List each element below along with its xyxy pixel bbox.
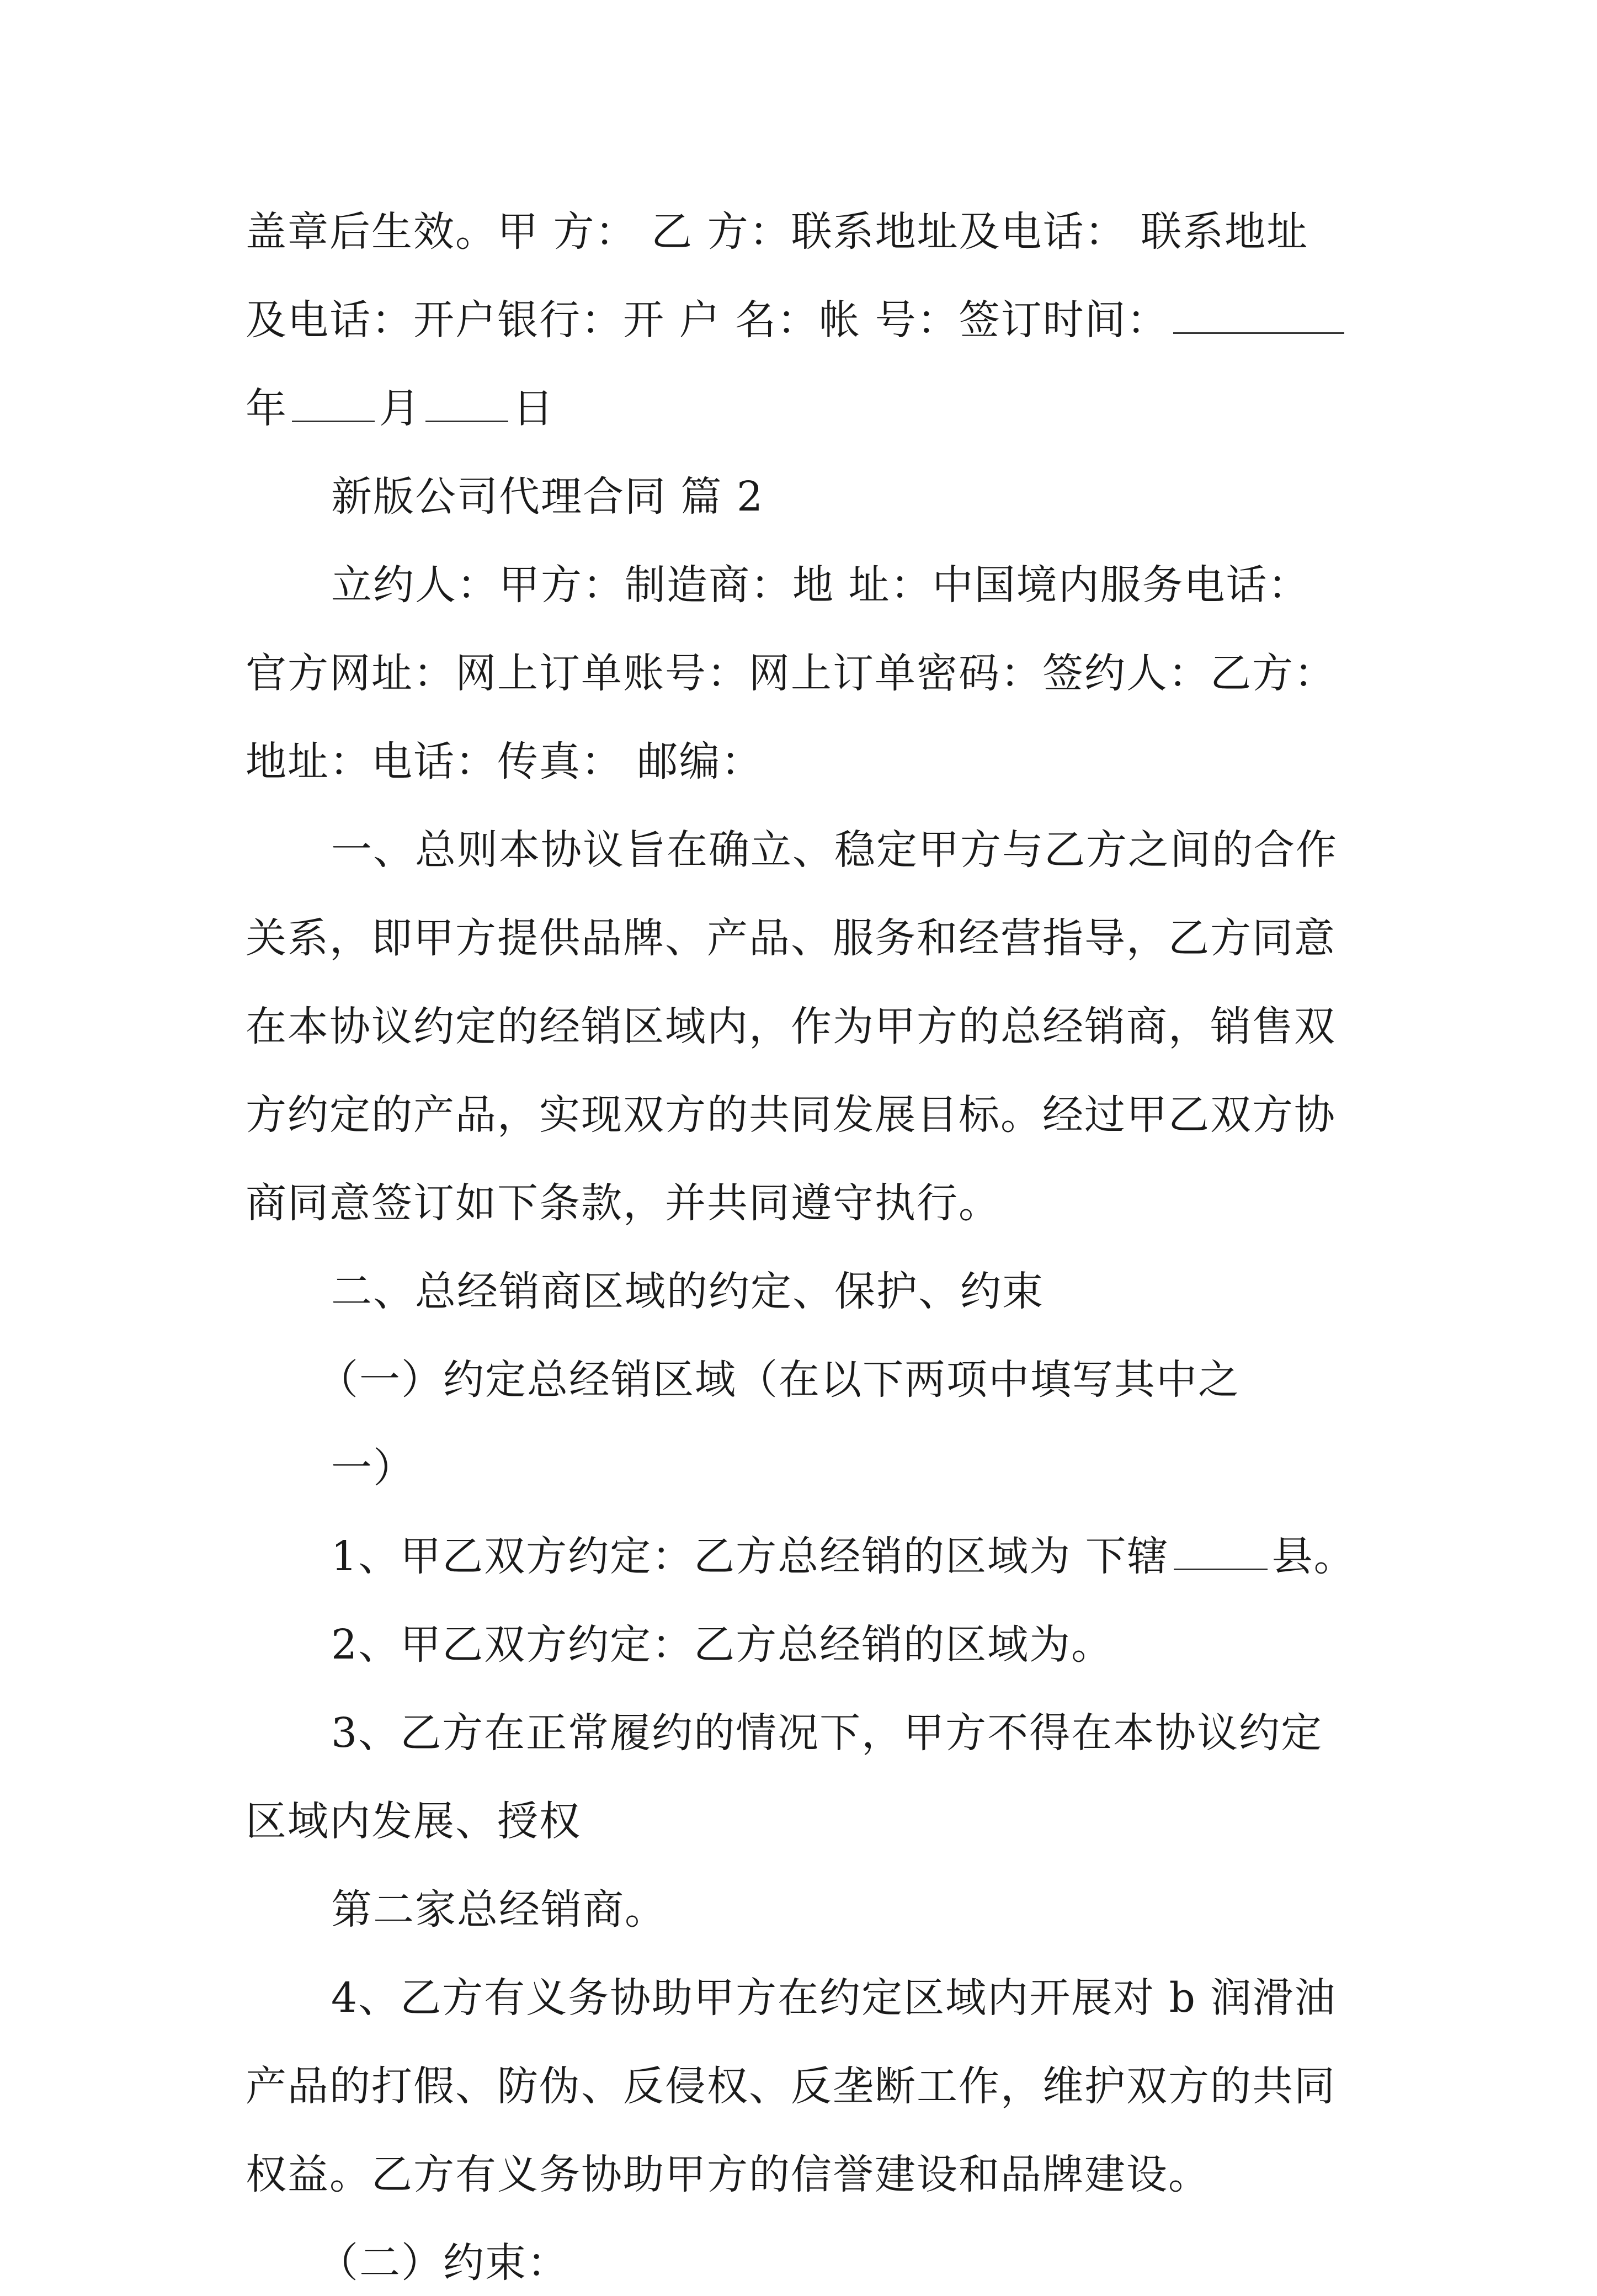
text-line: 关系，即甲方提供品牌、产品、服务和经营指导，乙方同意: [246, 915, 1336, 962]
text-line: 及电话：开户银行：开 户 名：帐 号：签订时间：: [246, 287, 1349, 353]
text-line: 盖章后生效。甲 方： 乙 方：联系地址及电话： 联系地址: [246, 208, 1309, 256]
text-line: 1、甲乙双方约定：乙方总经销的区域为 下辖 县。: [331, 1533, 1356, 1580]
text-line: 4、乙方有义务协助甲方在约定区域内开展对 b 润滑油: [331, 1974, 1337, 2022]
county-blank: [1174, 1535, 1268, 1570]
text-line: 一）: [331, 1444, 415, 1492]
text-line: 区域内发展、授权: [246, 1798, 581, 1845]
day-blank: [425, 387, 508, 422]
text-line: 一、总则本协议旨在确立、稳定甲方与乙方之间的合作: [331, 826, 1338, 874]
text-line: 立约人：甲方：制造商：地 址：中国境内服务电话：: [331, 561, 1310, 609]
text-line: 商同意签订如下条款，并共同遵守执行。: [246, 1179, 1000, 1227]
month-blank: [292, 387, 375, 422]
text-line: 3、乙方在正常履约的情况下，甲方不得在本协议约定: [331, 1709, 1323, 1757]
text-line: （一）约定总经销区域（在以下两项中填写其中之: [317, 1356, 1240, 1404]
section-heading: 二、总经销商区域的约定、保护、约束: [331, 1268, 1044, 1315]
text-line: 第二家总经销商。: [331, 1886, 667, 1933]
text-line: 方约定的产品，实现双方的共同发展目标。经过甲乙双方协: [246, 1091, 1336, 1139]
text-line: 2、甲乙双方约定：乙方总经销的区域为。: [331, 1621, 1114, 1668]
text-line: 权益。乙方有义务协助甲方的信誉建设和品牌建设。: [246, 2151, 1210, 2198]
signing-date-blank: [1173, 299, 1344, 334]
text-line: 官方网址：网上订单账号：网上订单密码：签约人：乙方：: [246, 650, 1336, 697]
text-line: （二）约束：: [317, 2239, 569, 2287]
section-heading: 新版公司代理合同 篇 2: [331, 473, 764, 520]
text-line: 地址：电话：传真： 邮编：: [246, 738, 763, 785]
text-line: 产品的打假、防伪、反侵权、反垄断工作，维护双方的共同: [246, 2063, 1336, 2110]
date-line: 年 月 日: [246, 385, 555, 432]
text-line: 在本协议约定的经销区域内，作为甲方的总经销商，销售双: [246, 1003, 1336, 1050]
